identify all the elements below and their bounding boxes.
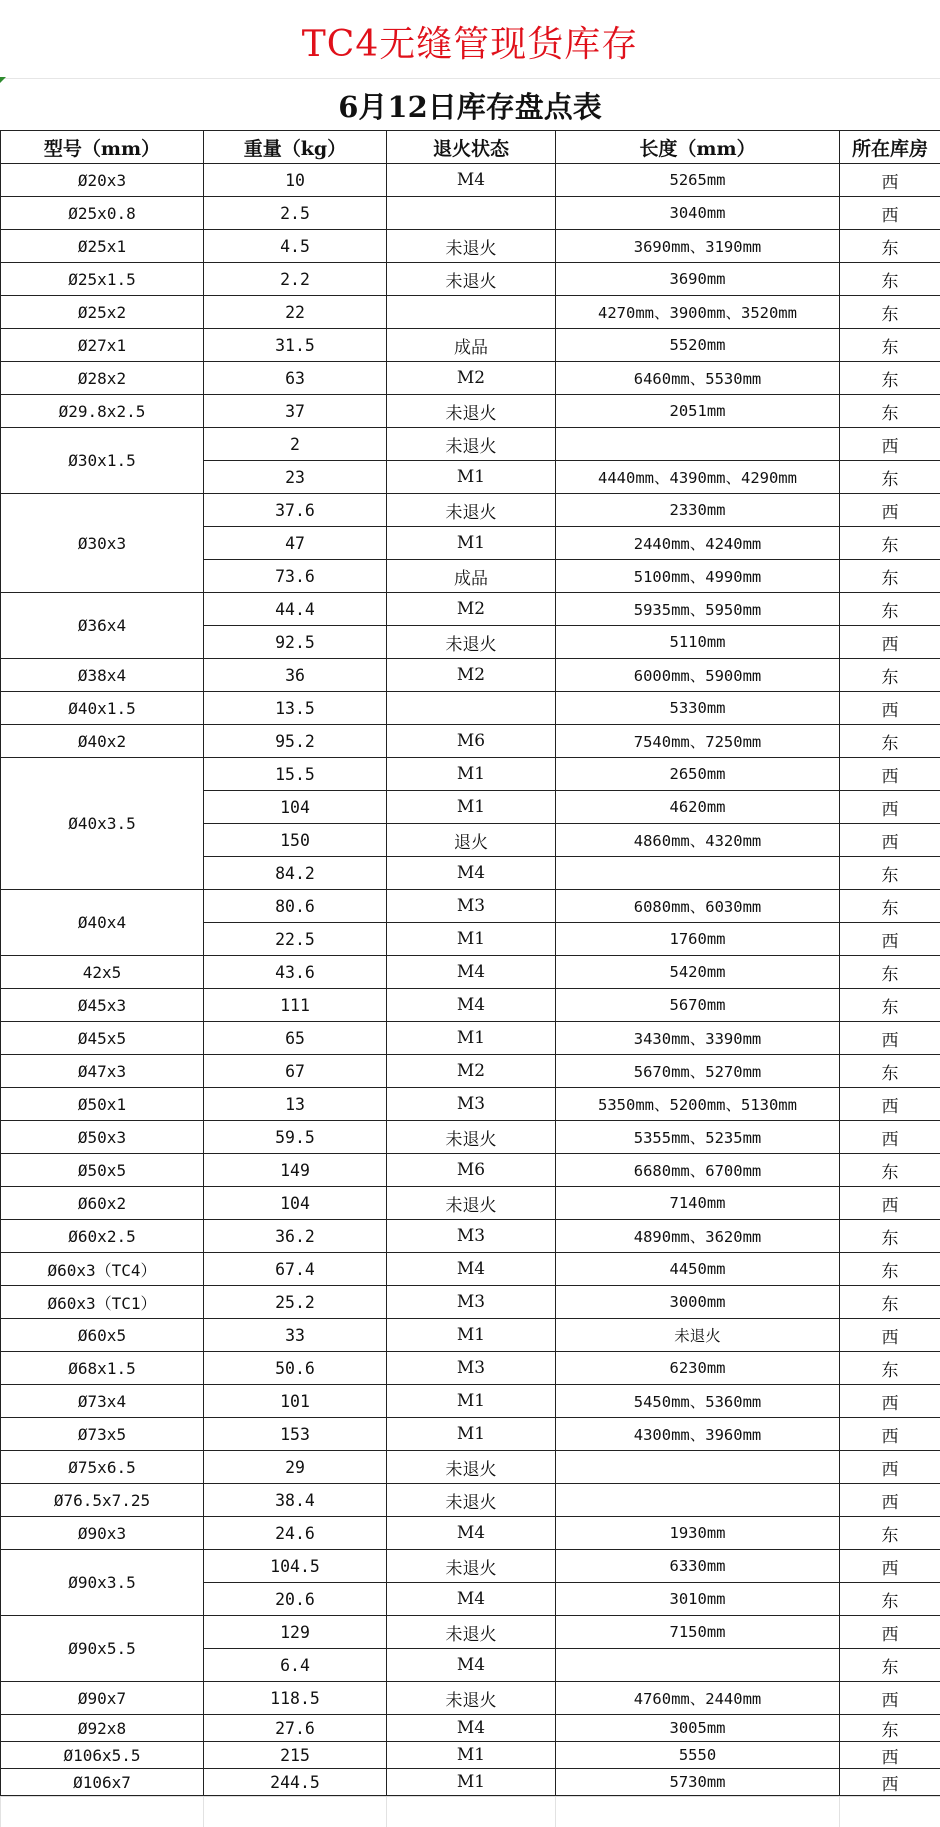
cell-length: 1760mm [556, 923, 840, 956]
cell-warehouse: 西 [840, 1769, 940, 1796]
table-row [1, 362, 940, 395]
cell-model: Ø60x3（TC4） [1, 1253, 204, 1286]
cell-weight: 2.2 [204, 263, 387, 296]
cell-model: Ø76.5x7.25 [1, 1484, 204, 1517]
cell-length: 5110mm [556, 626, 840, 659]
table-row [1, 1220, 940, 1253]
cell-warehouse: 西 [840, 1616, 940, 1649]
cell-length: 4450mm [556, 1253, 840, 1286]
cell-warehouse: 东 [840, 527, 940, 560]
cell-model: Ø90x3 [1, 1517, 204, 1550]
table-row [1, 1154, 940, 1187]
cell-weight: 36 [204, 659, 387, 692]
cell-length: 5100mm、4990mm [556, 560, 840, 593]
table-row [1, 1385, 940, 1418]
cell-length: 5420mm [556, 956, 840, 989]
cell-anneal-state: M4 [387, 1517, 556, 1550]
cell-model: Ø90x5.5 [1, 1616, 204, 1682]
cell-length: 5520mm [556, 329, 840, 362]
cell-weight: 92.5 [204, 626, 387, 659]
cell-warehouse: 西 [840, 164, 940, 197]
cell-warehouse: 东 [840, 1352, 940, 1385]
cell-warehouse: 西 [840, 791, 940, 824]
table-row [1, 1715, 940, 1742]
cell-anneal-state: 未退火 [387, 1187, 556, 1220]
cell-anneal-state: M1 [387, 1319, 556, 1352]
cell-model: 42x5 [1, 956, 204, 989]
cell-length: 7540mm、7250mm [556, 725, 840, 758]
cell-weight: 15.5 [204, 758, 387, 791]
cell-warehouse: 东 [840, 659, 940, 692]
cell-anneal-state: 未退火 [387, 626, 556, 659]
cell-warehouse: 东 [840, 1286, 940, 1319]
cell-length: 2330mm [556, 494, 840, 527]
table-row [1, 758, 940, 791]
cell-anneal-state: 未退火 [387, 230, 556, 263]
table-row [1, 956, 940, 989]
cell-warehouse: 东 [840, 1055, 940, 1088]
cell-weight: 65 [204, 1022, 387, 1055]
cell-anneal-state: M1 [387, 791, 556, 824]
cell-length: 未退火 [556, 1319, 840, 1352]
cell-weight: 215 [204, 1742, 387, 1769]
table-row [1, 593, 940, 626]
table-row [1, 329, 940, 362]
grid-line [0, 1797, 1, 1827]
cell-model: Ø50x3 [1, 1121, 204, 1154]
cell-model: Ø50x1 [1, 1088, 204, 1121]
cell-weight: 23 [204, 461, 387, 494]
cell-length: 1930mm [556, 1517, 840, 1550]
cell-anneal-state: M3 [387, 890, 556, 923]
cell-model: Ø40x4 [1, 890, 204, 956]
cell-warehouse: 西 [840, 1484, 940, 1517]
cell-length: 3690mm、3190mm [556, 230, 840, 263]
cell-anneal-state: 未退火 [387, 1550, 556, 1583]
table-row [1, 1517, 940, 1550]
inventory-table [0, 130, 940, 1796]
cell-weight: 44.4 [204, 593, 387, 626]
cell-anneal-state: 未退火 [387, 1616, 556, 1649]
table-row [1, 1682, 940, 1715]
cell-warehouse: 西 [840, 1319, 940, 1352]
cell-model: Ø106x5.5 [1, 1742, 204, 1769]
cell-anneal-state: M4 [387, 1583, 556, 1616]
cell-model: Ø30x3 [1, 494, 204, 593]
cell-anneal-state [387, 197, 556, 230]
cell-warehouse: 西 [840, 923, 940, 956]
cell-length: 2650mm [556, 758, 840, 791]
cell-anneal-state [387, 296, 556, 329]
cell-anneal-state [387, 692, 556, 725]
cell-weight: 13 [204, 1088, 387, 1121]
blank-grid-area [0, 1796, 940, 1827]
cell-weight: 101 [204, 1385, 387, 1418]
cell-anneal-state: M3 [387, 1088, 556, 1121]
cell-weight: 13.5 [204, 692, 387, 725]
cell-model: Ø90x3.5 [1, 1550, 204, 1616]
cell-warehouse: 西 [840, 758, 940, 791]
cell-weight: 47 [204, 527, 387, 560]
cell-length: 4760mm、2440mm [556, 1682, 840, 1715]
table-row [1, 296, 940, 329]
cell-weight: 24.6 [204, 1517, 387, 1550]
table-row [1, 1187, 940, 1220]
cell-length: 6460mm、5530mm [556, 362, 840, 395]
table-row [1, 197, 940, 230]
cell-model: Ø45x3 [1, 989, 204, 1022]
table-row [1, 494, 940, 527]
cell-weight: 84.2 [204, 857, 387, 890]
table-row [1, 1352, 940, 1385]
table-row [1, 890, 940, 923]
cell-anneal-state: M2 [387, 362, 556, 395]
cell-length: 5670mm [556, 989, 840, 1022]
cell-anneal-state: M4 [387, 1715, 556, 1742]
cell-model: Ø30x1.5 [1, 428, 204, 494]
cell-warehouse: 西 [840, 626, 940, 659]
table-row [1, 164, 940, 197]
cell-anneal-state: M1 [387, 758, 556, 791]
cell-anneal-state: M4 [387, 164, 556, 197]
cell-length: 5670mm、5270mm [556, 1055, 840, 1088]
cell-weight: 10 [204, 164, 387, 197]
table-row [1, 263, 940, 296]
cell-length: 5730mm [556, 1769, 840, 1796]
cell-weight: 29 [204, 1451, 387, 1484]
cell-warehouse: 东 [840, 296, 940, 329]
cell-model: Ø40x2 [1, 725, 204, 758]
cell-length [556, 1451, 840, 1484]
cell-warehouse: 东 [840, 1583, 940, 1616]
cell-anneal-state: M4 [387, 1253, 556, 1286]
cell-warehouse: 西 [840, 1742, 940, 1769]
cell-weight: 149 [204, 1154, 387, 1187]
cell-warehouse: 东 [840, 725, 940, 758]
cell-length [556, 857, 840, 890]
cell-warehouse: 东 [840, 989, 940, 1022]
cell-anneal-state: M2 [387, 1055, 556, 1088]
cell-anneal-state: M3 [387, 1220, 556, 1253]
cell-anneal-state: M4 [387, 1649, 556, 1682]
table-row [1, 1022, 940, 1055]
cell-anneal-state: 成品 [387, 329, 556, 362]
cell-weight: 25.2 [204, 1286, 387, 1319]
cell-warehouse: 东 [840, 329, 940, 362]
cell-length: 4270mm、3900mm、3520mm [556, 296, 840, 329]
cell-weight: 111 [204, 989, 387, 1022]
cell-model: Ø25x1.5 [1, 263, 204, 296]
cell-weight: 37.6 [204, 494, 387, 527]
cell-anneal-state: M3 [387, 1286, 556, 1319]
cell-model: Ø68x1.5 [1, 1352, 204, 1385]
column-header-warehouse: 所在库房 [840, 131, 940, 164]
cell-weight: 244.5 [204, 1769, 387, 1796]
cell-anneal-state: 成品 [387, 560, 556, 593]
table-row [1, 1319, 940, 1352]
cell-length: 3010mm [556, 1583, 840, 1616]
cell-model: Ø75x6.5 [1, 1451, 204, 1484]
table-row [1, 989, 940, 1022]
cell-anneal-state: M1 [387, 527, 556, 560]
cell-anneal-state: M4 [387, 956, 556, 989]
cell-weight: 129 [204, 1616, 387, 1649]
table-row [1, 659, 940, 692]
cell-weight: 37 [204, 395, 387, 428]
cell-model: Ø60x2.5 [1, 1220, 204, 1253]
cell-weight: 67.4 [204, 1253, 387, 1286]
cell-warehouse: 西 [840, 1418, 940, 1451]
cell-weight: 67 [204, 1055, 387, 1088]
cell-model: Ø25x1 [1, 230, 204, 263]
cell-length: 4890mm、3620mm [556, 1220, 840, 1253]
cell-length: 5330mm [556, 692, 840, 725]
cell-anneal-state: M3 [387, 1352, 556, 1385]
cell-weight: 50.6 [204, 1352, 387, 1385]
cell-warehouse: 西 [840, 1088, 940, 1121]
inventory-body [1, 164, 940, 1796]
cell-anneal-state: 未退火 [387, 1451, 556, 1484]
cell-length: 2051mm [556, 395, 840, 428]
cell-warehouse: 西 [840, 692, 940, 725]
cell-anneal-state: 未退火 [387, 428, 556, 461]
cell-length: 3005mm [556, 1715, 840, 1742]
cell-warehouse: 东 [840, 230, 940, 263]
cell-length: 5355mm、5235mm [556, 1121, 840, 1154]
cell-weight: 36.2 [204, 1220, 387, 1253]
cell-length [556, 1649, 840, 1682]
cell-warehouse: 东 [840, 1154, 940, 1187]
cell-warehouse: 东 [840, 263, 940, 296]
cell-anneal-state: M2 [387, 593, 556, 626]
cell-length: 4860mm、4320mm [556, 824, 840, 857]
cell-weight: 27.6 [204, 1715, 387, 1742]
cell-warehouse: 西 [840, 197, 940, 230]
cell-anneal-state: 退火 [387, 824, 556, 857]
cell-weight: 104 [204, 791, 387, 824]
cell-length: 5265mm [556, 164, 840, 197]
cell-model: Ø60x3（TC1） [1, 1286, 204, 1319]
cell-length: 3000mm [556, 1286, 840, 1319]
cell-weight: 22 [204, 296, 387, 329]
table-row [1, 395, 940, 428]
cell-weight: 31.5 [204, 329, 387, 362]
table-row [1, 1550, 940, 1583]
cell-length: 5450mm、5360mm [556, 1385, 840, 1418]
table-row [1, 428, 940, 461]
table-row [1, 1286, 940, 1319]
cell-weight: 153 [204, 1418, 387, 1451]
cell-warehouse: 东 [840, 395, 940, 428]
cell-warehouse: 东 [840, 1253, 940, 1286]
cell-length: 5935mm、5950mm [556, 593, 840, 626]
cell-weight: 104.5 [204, 1550, 387, 1583]
cell-model: Ø73x5 [1, 1418, 204, 1451]
cell-length: 4620mm [556, 791, 840, 824]
cell-warehouse: 东 [840, 461, 940, 494]
cell-warehouse: 西 [840, 428, 940, 461]
cell-warehouse: 东 [840, 593, 940, 626]
grid-line [839, 1797, 840, 1827]
cell-model: Ø106x7 [1, 1769, 204, 1796]
table-row [1, 1418, 940, 1451]
cell-weight: 43.6 [204, 956, 387, 989]
cell-warehouse: 东 [840, 1517, 940, 1550]
cell-length: 3430mm、3390mm [556, 1022, 840, 1055]
cell-model: Ø45x5 [1, 1022, 204, 1055]
cell-anneal-state: 未退火 [387, 1682, 556, 1715]
cell-warehouse: 西 [840, 1550, 940, 1583]
cell-weight: 73.6 [204, 560, 387, 593]
cell-length [556, 428, 840, 461]
cell-weight: 20.6 [204, 1583, 387, 1616]
cell-warehouse: 西 [840, 1121, 940, 1154]
table-row [1, 1484, 940, 1517]
cell-warehouse: 西 [840, 1385, 940, 1418]
cell-anneal-state: M2 [387, 659, 556, 692]
cell-length: 3690mm [556, 263, 840, 296]
cell-length: 2440mm、4240mm [556, 527, 840, 560]
cell-warehouse: 西 [840, 1451, 940, 1484]
column-header-model: 型号（mm） [1, 131, 204, 164]
cell-model: Ø25x0.8 [1, 197, 204, 230]
cell-length: 4440mm、4390mm、4290mm [556, 461, 840, 494]
cell-weight: 2 [204, 428, 387, 461]
column-header-length: 长度（mm） [556, 131, 840, 164]
cell-model: Ø40x3.5 [1, 758, 204, 890]
table-row [1, 230, 940, 263]
table-row [1, 1088, 940, 1121]
cell-warehouse: 西 [840, 824, 940, 857]
cell-model: Ø50x5 [1, 1154, 204, 1187]
cell-length: 3040mm [556, 197, 840, 230]
cell-weight: 80.6 [204, 890, 387, 923]
cell-length: 6080mm、6030mm [556, 890, 840, 923]
cell-weight: 4.5 [204, 230, 387, 263]
cell-weight: 6.4 [204, 1649, 387, 1682]
cell-model: Ø60x5 [1, 1319, 204, 1352]
cell-weight: 33 [204, 1319, 387, 1352]
cell-anneal-state: M4 [387, 989, 556, 1022]
cell-warehouse: 西 [840, 1682, 940, 1715]
cell-model: Ø25x2 [1, 296, 204, 329]
cell-warehouse: 东 [840, 857, 940, 890]
cell-model: Ø36x4 [1, 593, 204, 659]
cell-weight: 59.5 [204, 1121, 387, 1154]
table-subtitle: 6月12日库存盘点表 [0, 85, 940, 126]
cell-warehouse: 东 [840, 890, 940, 923]
cell-model: Ø27x1 [1, 329, 204, 362]
cell-warehouse: 东 [840, 1715, 940, 1742]
cell-warehouse: 东 [840, 560, 940, 593]
cell-anneal-state: M1 [387, 923, 556, 956]
cell-length: 4300mm、3960mm [556, 1418, 840, 1451]
cell-length: 6330mm [556, 1550, 840, 1583]
table-row [1, 692, 940, 725]
cell-length [556, 1484, 840, 1517]
cell-weight: 63 [204, 362, 387, 395]
column-header-anneal-state: 退火状态 [387, 131, 556, 164]
grid-line [386, 1797, 387, 1827]
cell-weight: 38.4 [204, 1484, 387, 1517]
cell-warehouse: 东 [840, 956, 940, 989]
cell-model: Ø60x2 [1, 1187, 204, 1220]
table-row [1, 1055, 940, 1088]
table-row [1, 1121, 940, 1154]
cell-warehouse: 西 [840, 1022, 940, 1055]
cell-anneal-state: M1 [387, 1418, 556, 1451]
table-row [1, 1451, 940, 1484]
cell-warehouse: 西 [840, 1187, 940, 1220]
cell-anneal-state: 未退火 [387, 395, 556, 428]
cell-length: 5350mm、5200mm、5130mm [556, 1088, 840, 1121]
cell-anneal-state: 未退火 [387, 263, 556, 296]
table-row [1, 725, 940, 758]
cell-weight: 2.5 [204, 197, 387, 230]
table-row [1, 1742, 940, 1769]
cell-model: Ø38x4 [1, 659, 204, 692]
cell-weight: 118.5 [204, 1682, 387, 1715]
grid-line [555, 1797, 556, 1827]
cell-warehouse: 东 [840, 362, 940, 395]
cell-anneal-state: M1 [387, 461, 556, 494]
cell-model: Ø40x1.5 [1, 692, 204, 725]
cell-anneal-state: 未退火 [387, 1121, 556, 1154]
cell-warehouse: 东 [840, 1220, 940, 1253]
cell-model: Ø28x2 [1, 362, 204, 395]
cell-model: Ø29.8x2.5 [1, 395, 204, 428]
cell-warehouse: 西 [840, 494, 940, 527]
cell-length: 7140mm [556, 1187, 840, 1220]
cell-anneal-state: 未退火 [387, 494, 556, 527]
cell-length: 6680mm、6700mm [556, 1154, 840, 1187]
page-title: TC4无缝管现货库存 [0, 16, 940, 67]
table-row [1, 1253, 940, 1286]
cell-length: 6000mm、5900mm [556, 659, 840, 692]
cell-model: Ø20x3 [1, 164, 204, 197]
cell-model: Ø47x3 [1, 1055, 204, 1088]
cell-anneal-state: M6 [387, 1154, 556, 1187]
cell-warehouse: 东 [840, 1649, 940, 1682]
cell-anneal-state: M1 [387, 1385, 556, 1418]
column-header-weight: 重量（kg） [204, 131, 387, 164]
cell-model: Ø92x8 [1, 1715, 204, 1742]
table-row [1, 1616, 940, 1649]
grid-line [203, 1797, 204, 1827]
cell-length: 7150mm [556, 1616, 840, 1649]
cell-anneal-state: M1 [387, 1769, 556, 1796]
cell-anneal-state: M1 [387, 1742, 556, 1769]
cell-weight: 104 [204, 1187, 387, 1220]
header-row [1, 131, 940, 164]
cell-length: 5550 [556, 1742, 840, 1769]
cell-weight: 150 [204, 824, 387, 857]
cell-anneal-state: M1 [387, 1022, 556, 1055]
cell-model: Ø73x4 [1, 1385, 204, 1418]
table-row [1, 1769, 940, 1796]
cell-weight: 95.2 [204, 725, 387, 758]
cell-anneal-state: 未退火 [387, 1484, 556, 1517]
cell-weight: 22.5 [204, 923, 387, 956]
cell-model: Ø90x7 [1, 1682, 204, 1715]
cell-anneal-state: M4 [387, 857, 556, 890]
cell-length: 6230mm [556, 1352, 840, 1385]
cell-anneal-state: M6 [387, 725, 556, 758]
